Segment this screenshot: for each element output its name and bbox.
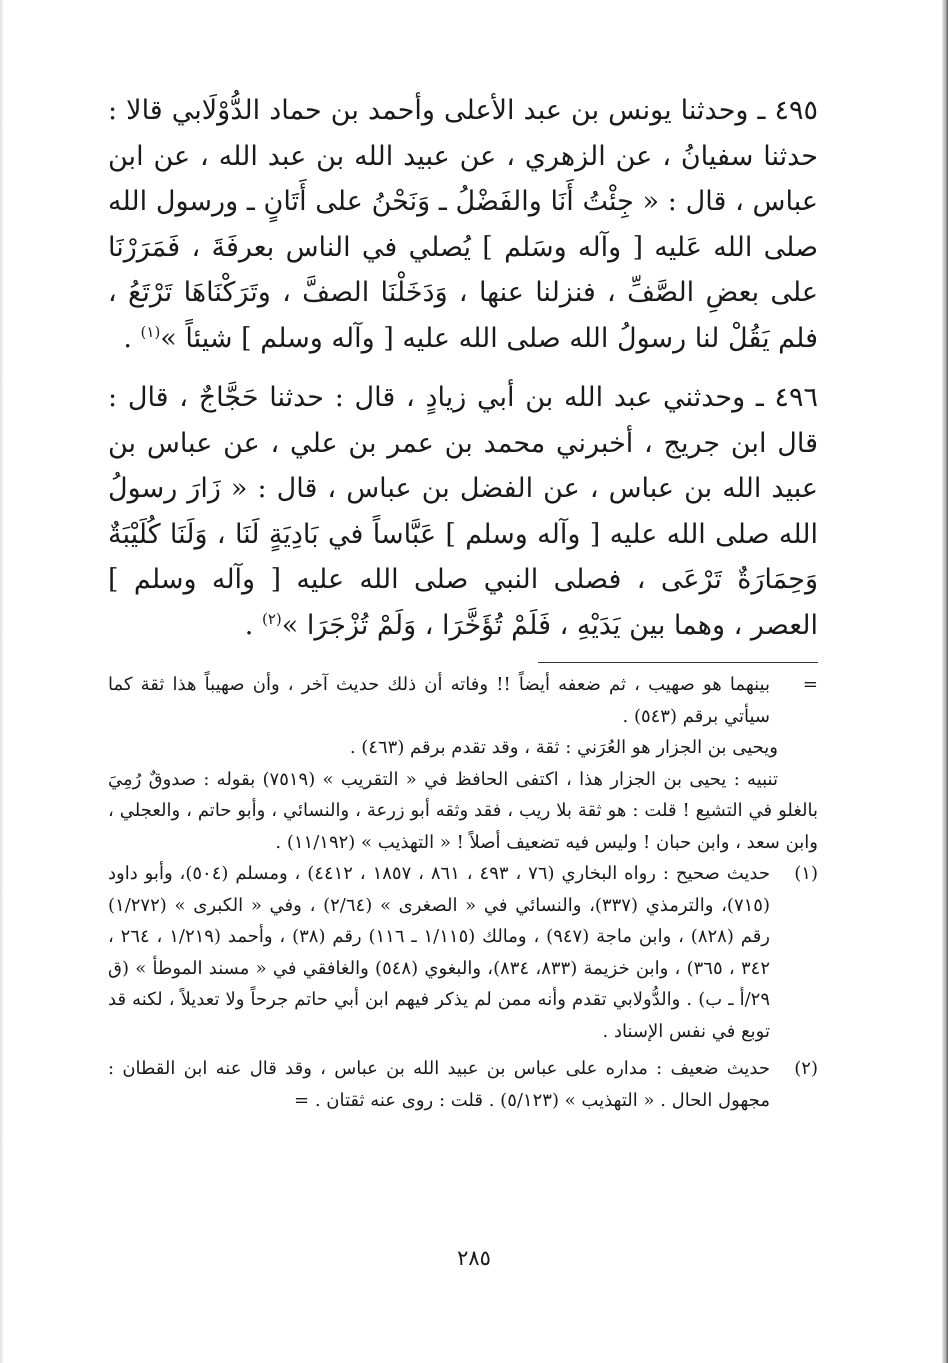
hadith-496-end: .	[244, 609, 262, 641]
book-page	[108, 88, 818, 1116]
footnote-2-text: حديث ضعيف : مداره على عباس بن عبيد الله بن عباس ، وقد قال عنه ابن القطان : مجهول الحال . « التهذيب » (٥/١٢٣) . قلت : روى عنه ثقتان .	[108, 1058, 771, 1111]
hadith-495-end: .	[123, 322, 141, 354]
scan-binding-edge	[942, 0, 948, 1363]
footnote-1	[108, 858, 818, 1047]
hadith-496	[108, 375, 818, 648]
footnotes	[108, 669, 818, 1116]
footnote-2	[108, 1053, 818, 1116]
continuation-mark: =	[802, 674, 818, 695]
footnote-1-text: حديث صحيح : رواه البخاري (٧٦ ، ٤٩٣ ، ٨٦١ ، ١٨٥٧ ، ٤٤١٢) ، ومسلم (٥٠٤)، وأبو داود (٧١٥)، والترمذي (٣٣٧)، والنسائي في « الصغرى » (٢/٦٤) ، وفي « الكبرى » (١/٢٧٢) رقم (٨٢٨) ، وابن ماجة (٩٤٧) ، ومالك (١/١١٥ ـ ١١٦) رقم (٣٨) ، وأحمد (١/٢١٩ ، ٢٦٤ ، ٣٤٢ ، ٣٦٥) ، وابن خزيمة (٨٣٣، ٨٣٤)، والبغوي (٥٤٨) والغافقي في « مسند الموطأ » (ق ٢٩/أ ـ ب) . والدُّولابي تقدم وأنه ممن لم يذكر فيهم ابن أبي حاتم جرحاً ولا تعديلاً ، لكنه قد توبع في نفس الإسناد .	[108, 863, 770, 1042]
footnote-tanbih	[108, 764, 818, 859]
page-number: ٢٨٥	[457, 1246, 491, 1270]
footnote-2-mark: (٢)	[794, 1058, 818, 1079]
footnote-ref-2[interactable]: (٢)	[261, 609, 282, 628]
footnote-continuation	[108, 669, 818, 732]
main-text	[108, 88, 818, 648]
hadith-495-text: ٤٩٥ ـ وحدثنا يونس بن عبد الأعلى وأحمد بن حماد الدُّوْلَابي قالا : حدثنا سفيانُ ، عن الزهري ، عن عبيد الله بن عبد الله ، عن ابن عباس ، قال : « جِئْتُ أَنَا والفَضْلُ ـ وَنَحْنُ على أَتَانٍ ـ ورسول الله صلى الله عَليه [ وآله وسَلم ] يُصلي في الناس بعرفَةَ ، فَمَرَرْنَا على بعضِ الصَّفِّ ، فنزلنا عنها ، وَدَخَلْنَا الصفَّ ، وتَرَكْنَاهَا تَرْتَعُ ، فلم يَقُلْ لنا رسولُ الله صلى الله عليه [ وآله وسلم ] شيئاً »	[108, 95, 818, 354]
continuation-text: بينهما هو صهيب ، ثم ضعفه أيضاً !! وفاته أن ذلك حديث آخر ، وأن صهيباً هذا ثقة كما سيأتي برقم (٥٤٣) .	[108, 674, 770, 727]
footnote-ref-1[interactable]: (١)	[140, 322, 161, 341]
footnote-yahya-note: ويحيى بن الجزار هو العُرَني : ثقة ، وقد تقدم برقم (٤٦٣) .	[349, 737, 778, 758]
scan-left-edge	[0, 0, 4, 1363]
footnote-1-mark: (١)	[794, 863, 818, 884]
footnote-divider	[538, 662, 818, 663]
hadith-496-text: ٤٩٦ ـ وحدثني عبد الله بن أبي زيادٍ ، قال : حدثنا حَجَّاجٌ ، قال : قال ابن جريج ، أخبرني محمد بن عمر بن علي ، عن عباس بن عبيد الله بن عباس ، عن الفضل بن عباس ، قال : « زَارَ رسولُ الله صلى الله عليه [ وآله وسلم ] عَبَّاساً في بَادِيَةٍ لَنَا ، وَلَنَا كُلَيْبَةٌ وَحِمَارَةٌ تَرْعَى ، فصلى النبي صلى الله عليه [ وآله وسلم ] العصر ، وهما بين يَدَيْهِ ، فَلَمْ تُؤَخَّرَا ، وَلَمْ تُزْجَرَا »	[108, 382, 818, 641]
tanbih-text: تنبيه : يحيى بن الجزار هذا ، اكتفى الحافظ في « التقريب » (٧٥١٩) بقوله : صدوقٌ رُمِيَ بالغلو في التشيع ! قلت : هو ثقة بلا ريب ، فقد وثقه أبو زرعة ، والنسائي ، وأبو حاتم ، والعجلي ، وابن سعد ، وابن حبان ! وليس فيه تضعيف أصلاً ! « التهذيب » (١١/١٩٢) .	[108, 768, 818, 853]
footnote-2-continue-mark: =	[293, 1089, 310, 1111]
hadith-495	[108, 88, 818, 361]
